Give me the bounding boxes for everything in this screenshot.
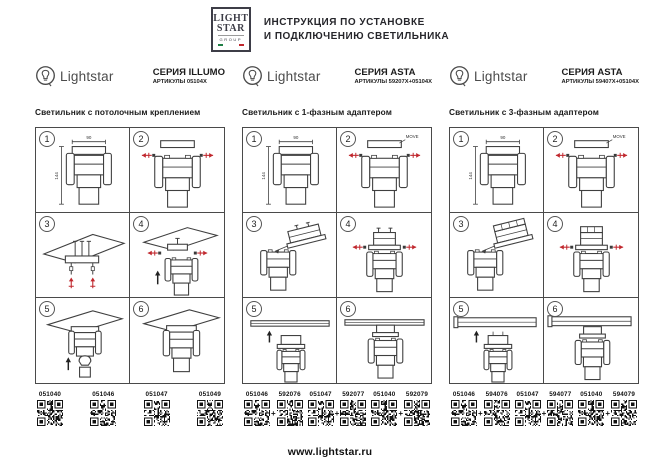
qr-item — [197, 391, 223, 426]
qr-row — [35, 391, 225, 426]
plus-sign: + — [478, 409, 483, 418]
step-number: 5 — [246, 301, 262, 317]
qr-code — [371, 400, 397, 426]
svg-text:90: 90 — [500, 135, 506, 141]
series-articles: АРТИКУЛЫ 59207X+05104X — [354, 79, 432, 85]
column-asta-1phase — [242, 59, 432, 426]
instruction-step — [450, 298, 544, 383]
qr-item — [144, 391, 170, 426]
series-articles: АРТИКУЛЫ 59407X+05104X — [561, 79, 639, 85]
qr-item — [578, 391, 604, 426]
article-number: 592076 — [278, 391, 301, 398]
instruction-step — [337, 213, 431, 298]
article-number: 051046 — [92, 391, 115, 398]
qr-group — [244, 391, 303, 426]
step-number: 3 — [39, 216, 55, 232]
lightstar-group-logo — [211, 7, 251, 52]
svg-text:90: 90 — [293, 135, 299, 141]
qr-code — [611, 400, 637, 426]
lightstar-bulb-icon — [35, 65, 56, 88]
instruction-grid — [242, 127, 432, 384]
qr-code — [515, 400, 541, 426]
plus-sign: + — [271, 409, 276, 418]
article-number: 051046 — [452, 391, 476, 398]
qr-group — [308, 391, 367, 426]
instruction-step — [130, 213, 224, 298]
svg-text:144: 144 — [468, 172, 474, 180]
instruction-grid — [35, 127, 225, 384]
brand-name: Lightstar — [474, 68, 528, 84]
article-number: 051046 — [245, 391, 269, 398]
qr-code — [484, 400, 510, 426]
logo-word-star: STAR — [216, 22, 245, 34]
qr-code — [578, 400, 604, 426]
qr-code — [547, 400, 573, 426]
brand-row — [242, 59, 432, 93]
column-asta-3phase — [449, 59, 639, 426]
series-block — [153, 67, 225, 85]
series-block — [562, 67, 639, 85]
svg-text:144: 144 — [54, 172, 60, 180]
step-number: 4 — [547, 216, 563, 232]
article-number: 594079 — [612, 391, 636, 398]
svg-text:90: 90 — [86, 135, 92, 141]
step-number: 6 — [547, 301, 563, 317]
title-line-2: И ПОДКЛЮЧЕНИЮ СВЕТИЛЬНИКА — [263, 30, 450, 42]
column-subtitle: Светильник с 3-фазным адаптером — [449, 107, 599, 117]
qr-item — [451, 391, 477, 426]
svg-text:MOVE: MOVE — [405, 134, 419, 140]
qr-item — [515, 391, 541, 426]
step-number: 2 — [340, 131, 356, 147]
instruction-step — [243, 128, 337, 213]
brand-row — [35, 59, 225, 93]
article-number: 051040 — [580, 391, 603, 398]
series-articles: АРТИКУЛЫ 05104X — [152, 79, 207, 85]
svg-text:144: 144 — [261, 172, 267, 180]
qr-item — [371, 391, 397, 426]
qr-code — [90, 400, 116, 426]
qr-item — [308, 391, 334, 426]
instruction-step — [337, 298, 431, 383]
brand-name: Lightstar — [267, 68, 321, 84]
step-number: 3 — [453, 216, 469, 232]
qr-item — [340, 391, 366, 426]
article-number: 592077 — [342, 391, 365, 398]
lightstar-brand — [242, 65, 321, 88]
qr-group — [144, 391, 170, 426]
qr-group — [197, 391, 223, 426]
qr-group — [90, 391, 116, 426]
instruction-step — [544, 213, 638, 298]
qr-code — [404, 400, 430, 426]
lightstar-bulb-icon — [449, 65, 470, 88]
lightstar-brand — [449, 65, 528, 88]
qr-code — [340, 400, 366, 426]
step-number: 4 — [340, 216, 356, 232]
qr-item — [484, 391, 510, 426]
instruction-step — [544, 298, 638, 383]
step-number: 1 — [453, 131, 469, 147]
header — [0, 7, 660, 52]
step-number: 6 — [340, 301, 356, 317]
website-url[interactable]: www.lightstar.ru — [287, 446, 373, 458]
qr-code — [308, 400, 334, 426]
qr-item — [404, 391, 430, 426]
article-number: 594077 — [549, 391, 572, 398]
qr-code — [244, 400, 270, 426]
instruction-step — [337, 128, 431, 213]
lightstar-bulb-icon — [242, 65, 263, 88]
qr-group — [371, 391, 430, 426]
columns-container — [35, 59, 639, 426]
qr-item — [37, 391, 63, 426]
svg-text:MOVE: MOVE — [612, 134, 626, 140]
plus-sign: + — [334, 409, 340, 418]
qr-code — [144, 400, 170, 426]
document-title — [264, 16, 449, 43]
step-number: 1 — [246, 131, 262, 147]
qr-item — [547, 391, 573, 426]
instruction-step — [243, 298, 337, 383]
italy-flag-marks — [218, 44, 244, 47]
article-number: 051047 — [516, 391, 539, 398]
step-number: 1 — [39, 131, 55, 147]
article-number: 592079 — [405, 391, 429, 398]
instruction-step — [450, 128, 544, 213]
qr-row — [242, 391, 432, 426]
step-number: 2 — [547, 131, 563, 147]
article-number: 051040 — [38, 391, 62, 398]
instruction-step — [36, 128, 130, 213]
qr-code — [277, 400, 303, 426]
lightstar-brand — [35, 65, 114, 88]
qr-group — [515, 391, 574, 426]
series-title: СЕРИЯ ILLUMO — [152, 67, 225, 78]
qr-code — [37, 400, 63, 426]
title-line-1: ИНСТРУКЦИЯ ПО УСТАНОВКЕ — [263, 17, 425, 28]
brand-row — [449, 59, 639, 93]
article-number: 051047 — [309, 391, 332, 398]
brand-name: Lightstar — [60, 68, 114, 84]
qr-item — [244, 391, 270, 426]
plus-sign: + — [605, 409, 610, 418]
qr-code — [451, 400, 477, 426]
qr-group — [451, 391, 510, 426]
column-illumo — [35, 59, 225, 426]
column-subtitle: Светильник с 1-фазным адаптером — [242, 107, 392, 117]
step-number: 2 — [133, 131, 149, 147]
article-number: 051040 — [373, 391, 396, 398]
instruction-step — [130, 298, 224, 383]
instruction-step — [36, 213, 130, 298]
series-title: СЕРИЯ ASTA — [561, 67, 623, 78]
instruction-step — [36, 298, 130, 383]
qr-item — [90, 391, 116, 426]
qr-group — [37, 391, 63, 426]
article-number: 051049 — [198, 391, 222, 398]
logo-word-group: GROUP — [219, 36, 243, 42]
step-number: 5 — [453, 301, 469, 317]
qr-row — [449, 391, 639, 426]
instruction-step — [243, 213, 337, 298]
plus-sign: + — [398, 409, 403, 418]
step-number: 3 — [246, 216, 262, 232]
qr-item — [611, 391, 637, 426]
column-subtitle: Светильник с потолочным креплением — [35, 107, 201, 117]
step-number: 5 — [39, 301, 55, 317]
qr-item — [277, 391, 303, 426]
instruction-step — [544, 128, 638, 213]
qr-code — [197, 400, 223, 426]
step-number: 6 — [133, 301, 149, 317]
article-number: 594076 — [485, 391, 508, 398]
qr-group — [578, 391, 637, 426]
instruction-step — [130, 128, 224, 213]
instruction-step — [450, 213, 544, 298]
instruction-grid — [449, 127, 639, 384]
logo-word-light: LIGHT — [213, 13, 249, 24]
plus-sign: + — [541, 409, 547, 418]
series-title: СЕРИЯ ASTA — [354, 67, 416, 78]
article-number: 051047 — [145, 391, 168, 398]
series-block — [355, 67, 432, 85]
step-number: 4 — [133, 216, 149, 232]
